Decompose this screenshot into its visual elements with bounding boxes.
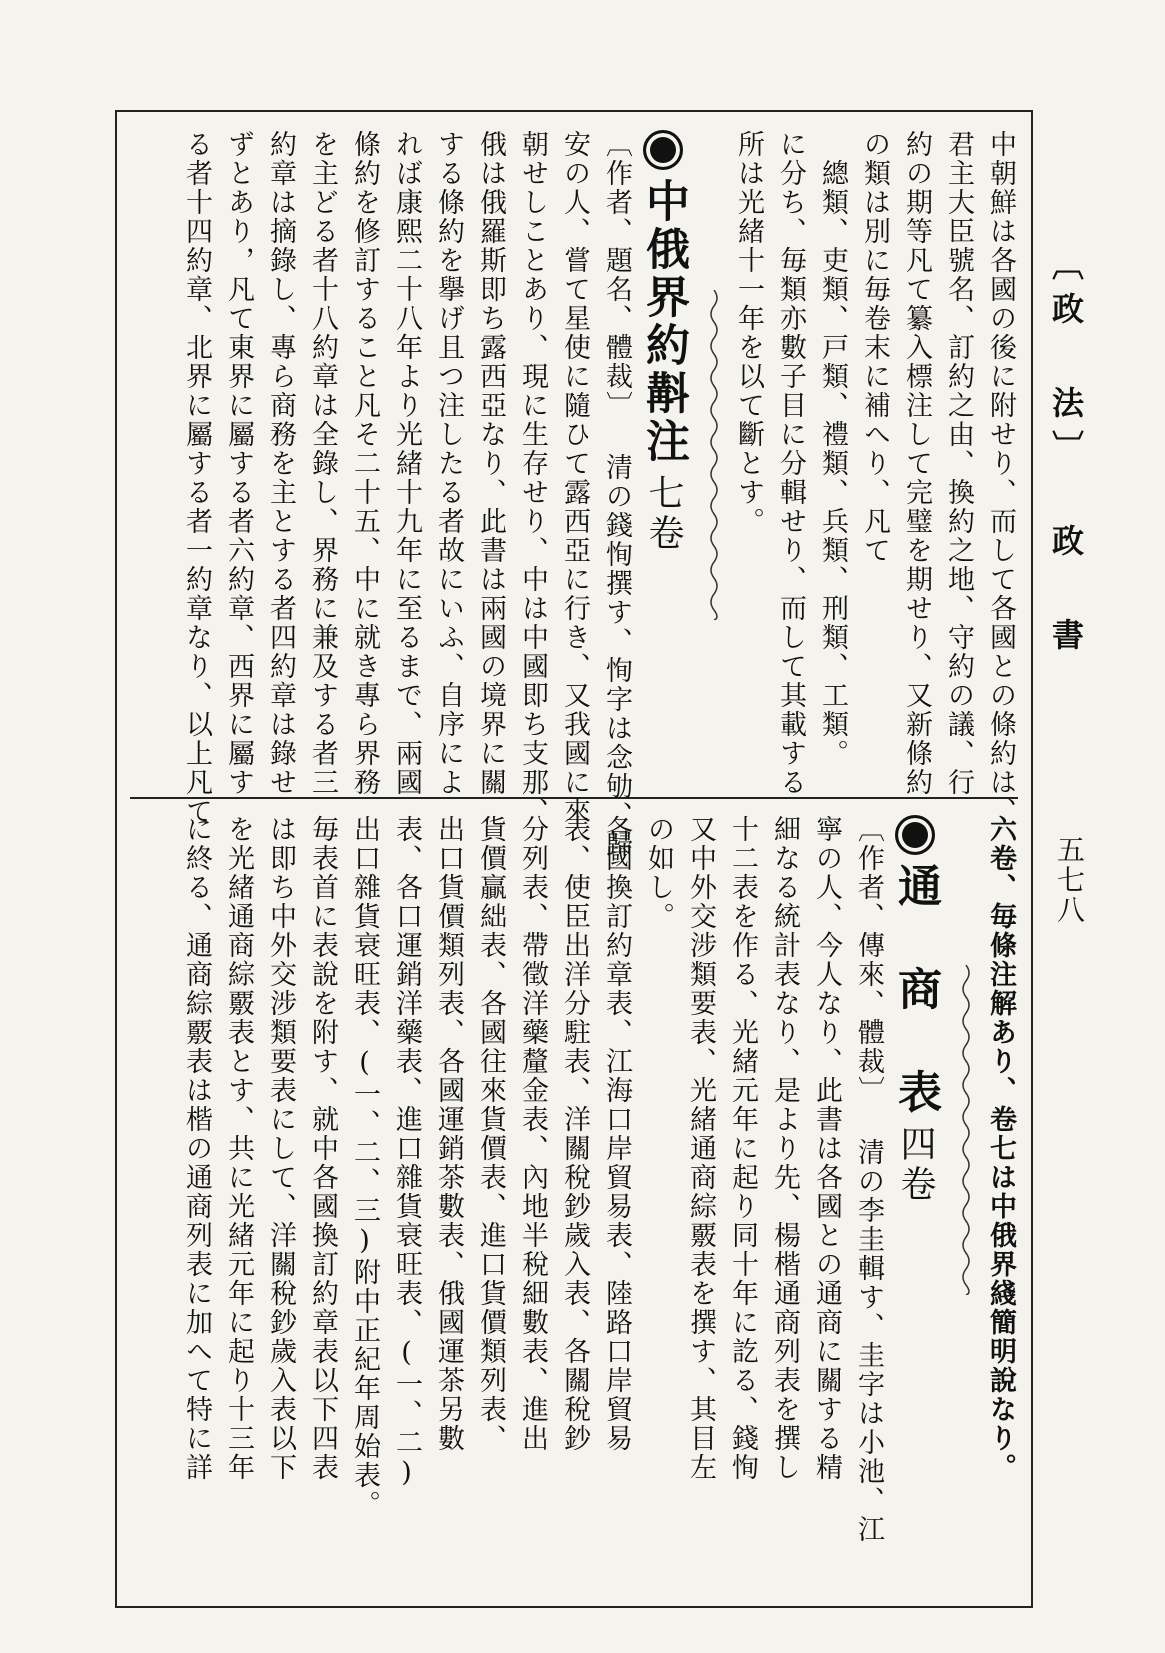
text-column: 貨價贏絀表、各國往來貨價表、進口貨價類列表、 [475, 815, 506, 1453]
text-column: 總類、吏類、戸類、禮類、兵類、刑類、工類。 [817, 130, 848, 768]
bullet-icon [895, 815, 935, 855]
text-column: に終る、通商綜覈表は楷の通商列表に加へて特に詳 [181, 815, 212, 1482]
wavy-separator [707, 130, 721, 780]
text-column: する條約を擧げ且つ注したる者故にいふ、自序によ [433, 130, 464, 797]
volume-count: 七卷 [643, 474, 684, 554]
text-column: 中朝鮮は各國の後に附せり、而して各國との條約は、 [985, 130, 1016, 826]
text-column: 條約を修訂すること凡そ二十五、中に就き專ら界務 [349, 130, 380, 797]
text-column: る者十四約章、北界に屬する者一約章なり、以上凡て [181, 130, 212, 826]
page-number: 五七八 [1053, 835, 1086, 925]
text-column: 寧の人、今人なり、此書は各國との通商に關する精 [811, 815, 842, 1482]
section-title-block [890, 815, 947, 1595]
text-column: 又中外交涉類要表、光緒通商綜覈表を撰す、其目左 [685, 815, 716, 1482]
text-column: 所は光緒十一年を以て斷とす。 [733, 130, 764, 536]
text-column: 俄は俄羅斯即ち露西亞なり、此書は兩國の境界に關 [475, 130, 506, 797]
text-column: 各國換訂約章表、江海口岸貿易表、陸路口岸貿易 [601, 815, 632, 1453]
text-column: 約の期等凡て纂入標注して完璧を期せり、又新條約 [901, 130, 932, 797]
text-column: 約章は摘錄し、專ら商務を主とする者四約章は錄せ [265, 130, 296, 797]
text-column: 君主大臣號名、訂約之由、換約之地、守約の議、行 [943, 130, 974, 797]
top-half [181, 130, 1016, 859]
section-title-block [638, 130, 695, 780]
text-column: を光緒通商綜覈表とす、共に光緒元年に起り十三年 [223, 815, 254, 1482]
text-column: の如し。 [643, 815, 674, 931]
text-column: 表、各口運銷洋藥表、進口雜貨衰旺表、(一、二) [391, 815, 422, 1490]
text-column: を主どる者十八約章は全錄し、界務に兼及する者三 [307, 130, 338, 797]
text-column: の類は別に毎卷末に補へり、凡て [859, 130, 890, 565]
text-column: 毎表首に表說を附す、就中各國換訂約章表以下四表 [307, 815, 338, 1482]
text-column: 〔作者、題名、體裁〕 清の錢恂撰す、恂字は念劬、歸 [601, 130, 632, 859]
text-column: 安の人、嘗て星使に隨ひて露西亞に行き、又我國に來 [559, 130, 590, 826]
text-column: 六卷、毎條注解あり、卷七は中俄界綫簡明說なり。 [985, 815, 1016, 1482]
bottom-half [181, 815, 1015, 1595]
text-column: ずとあり，凡て東界に屬する者六約章、西界に屬す [223, 130, 254, 797]
wavy-separator [959, 815, 973, 1595]
text-column: 細なる統計表なり、是より先、楊楷通商列表を撰し [769, 815, 800, 1482]
section-header: 〔政 法〕 政 書 [1047, 248, 1085, 662]
section-title: 通 商 表 [890, 863, 941, 1117]
volume-count: 四卷 [895, 1125, 936, 1205]
section-title: 中俄界約斠注 [638, 178, 689, 466]
text-column: 表、使臣出洋分駐表、洋關稅鈔歲入表、各關稅鈔 [559, 815, 590, 1453]
text-column: 出口雜貨衰旺表、(一、二、三)附中正紀年周始表。 [349, 815, 380, 1519]
text-column: れば康熙二十八年より光緒十九年に至るまで、兩國 [391, 130, 422, 797]
text-column: 〔作者、傳來、體裁〕 清の李圭輯す、圭字は小池、江 [853, 815, 884, 1544]
text-column: 出口貨價類列表、各國運銷茶數表、俄國運茶另數 [433, 815, 464, 1453]
bullet-icon [643, 130, 683, 170]
text-column: 十二表を作る、光緒元年に起り同十年に訖る、錢恂 [727, 815, 758, 1482]
text-column: に分ち、毎類亦數子目に分輯せり、而して其載する [775, 130, 806, 797]
text-column: 分列表、帶徵洋藥釐金表、內地半稅細數表、進出 [517, 815, 548, 1453]
text-column: は即ち中外交涉類要表にして、洋關稅鈔歲入表以下 [265, 815, 296, 1482]
text-column: 朝せしことあり、現に生存せり、中は中國即ち支那、 [517, 130, 548, 826]
